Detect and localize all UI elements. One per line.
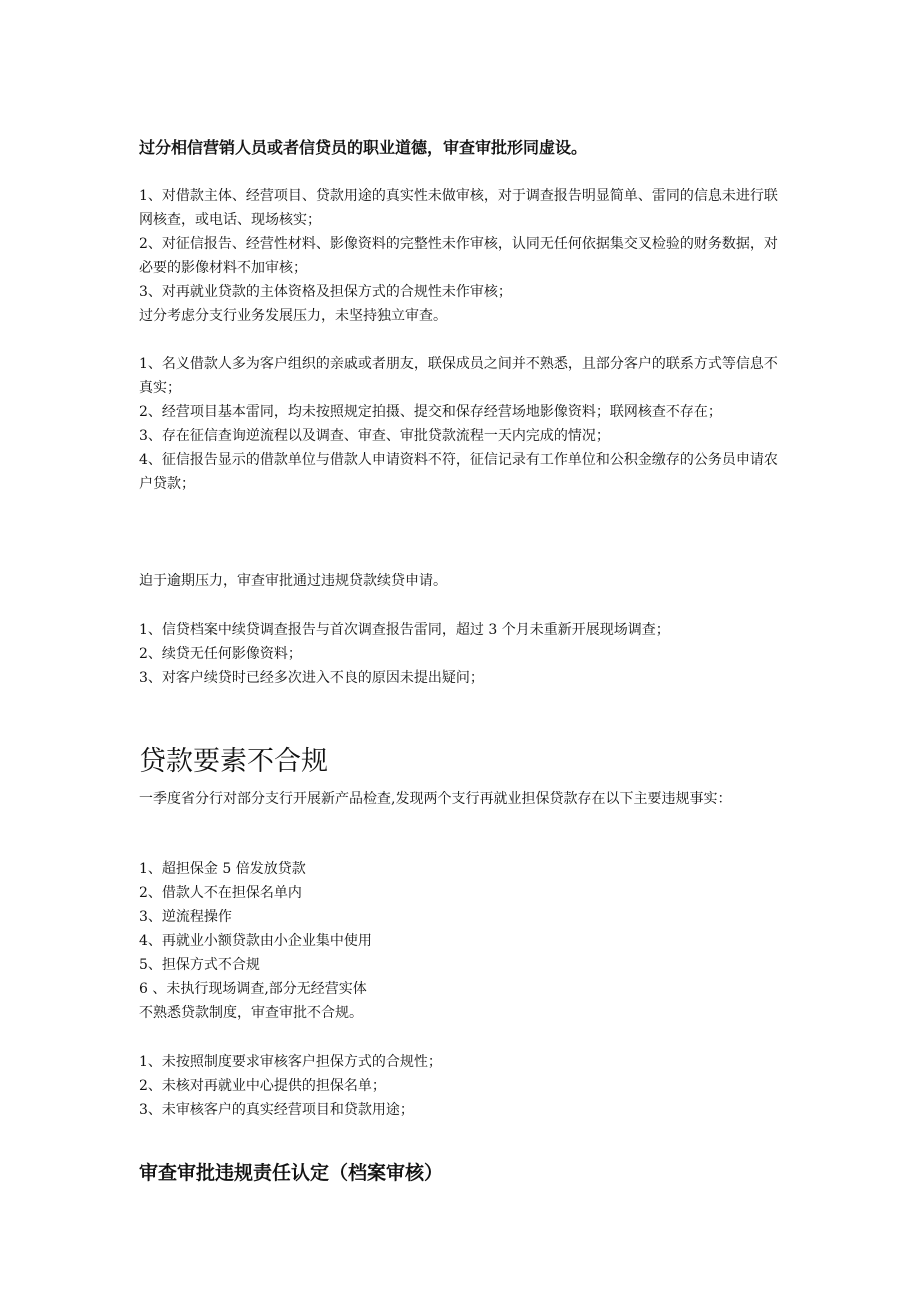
list-item: 1、名义借款人多为客户组织的亲戚或者朋友，联保成员之间并不熟悉，且部分客户的联系方式等信息不真实； [139,356,778,396]
elements-list [139,857,789,1025]
list-item: 2、未核对再就业中心提供的担保名单； [139,1078,386,1094]
list-item: 3、存在征信查询逆流程以及调查、审查、审批贷款流程一天内完成的情况； [139,428,610,444]
list-item: 不熟悉贷款制度，审查审批不合规。 [139,1005,363,1021]
section-heading-ethics: 过分相信营销人员或者信贷员的职业道德，审查审批形同虚设。 [139,138,588,157]
list-item: 3、逆流程操作 [139,909,232,925]
section-heading-responsibility: 审查审批违规责任认定（档案审核） [139,1162,444,1184]
overdue-list [139,618,789,690]
overdue-intro: 迫于逾期压力，审查审批通过违规贷款续贷申请。 [139,573,447,589]
list-item: 2、经营项目基本雷同，均未按照规定拍摄、提交和保存经营场地影像资料；联网核查不存在； [139,404,722,420]
list-item: 1、信贷档案中续贷调查报告与首次调查报告雷同，超过 3 个月未重新开展现场调查； [139,622,670,638]
list-item: 4、再就业小额贷款由小企业集中使用 [139,933,372,949]
elements-intro: 一季度省分行对部分支行开展新产品检查,发现两个支行再就业担保贷款存在以下主要违规事实： [139,791,732,807]
nominal-borrower-list [139,352,789,496]
list-item: 4、征信报告显示的借款单位与借款人申请资料不符，征信记录有工作单位和公积金缴存的公务员申请农户贷款； [139,452,778,492]
review-list [139,1050,789,1122]
ethics-list [139,184,789,328]
list-item: 5、担保方式不合规 [139,957,260,973]
list-item: 2、对征信报告、经营性材料、影像资料的完整性未作审核，认同无任何依据集交叉检验的财务数据，对必要的影像材料不加审核； [139,236,778,276]
list-item: 1、超担保金 5 倍发放贷款 [139,861,306,877]
list-item: 3、对再就业贷款的主体资格及担保方式的合规性未作审核； [139,284,512,300]
list-item: 1、对借款主体、经营项目、贷款用途的真实性未做审核，对于调查报告明显简单、雷同的信息未进行联网核查，或电话、现场核实； [139,188,778,228]
list-item: 2、借款人不在担保名单内 [139,885,302,901]
list-item: 2、续贷无任何影像资料； [139,646,302,662]
list-item: 1、未按照制度要求审核客户担保方式的合规性； [139,1054,442,1070]
list-item: 6 、未执行现场调查,部分无经营实体 [139,981,367,997]
list-item: 3、未审核客户的真实经营项目和贷款用途； [139,1102,414,1118]
section-heading-elements: 贷款要素不合规 [139,746,328,777]
list-item: 过分考虑分支行业务发展压力，未坚持独立审查。 [139,308,447,324]
list-item: 3、对客户续贷时已经多次进入不良的原因未提出疑问； [139,670,484,686]
